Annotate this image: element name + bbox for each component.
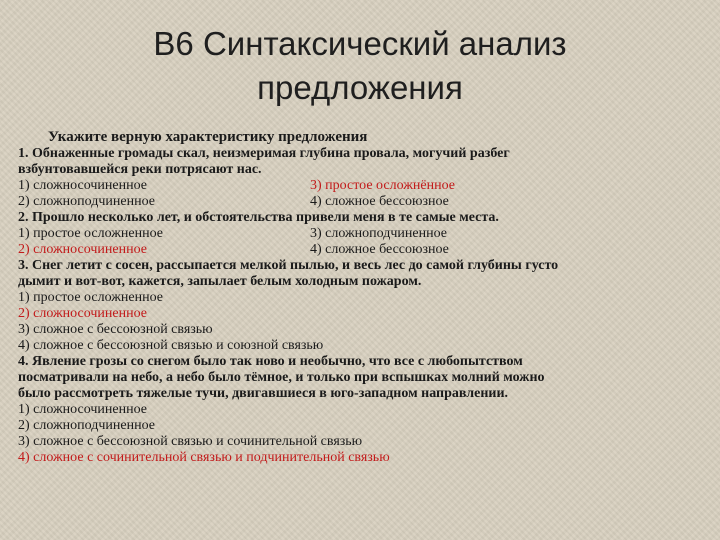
- question-1-line-1: 1. Обнаженные громады скал, неизмеримая глубина провала, могучий разбег: [18, 146, 510, 161]
- title-line-2: предложения: [257, 69, 463, 106]
- question-1-options-row-2: [18, 194, 708, 210]
- question-4-line-1: 4. Явление грозы со снегом было так ново и необычно, что все с любопытством: [18, 354, 523, 369]
- option: 4) сложное бессоюзное: [310, 242, 449, 257]
- option: 3) сложное с бессоюзной связью: [18, 322, 213, 337]
- question-3-line-2: дымит и вот-вот, кажется, запылает белым холодным пожаром.: [18, 274, 422, 289]
- option: 3) сложное с бессоюзной связью и сочинительной связью: [18, 434, 363, 449]
- option: 1) простое осложненное: [18, 290, 163, 305]
- question-4-line-2: посматривали на небо, а небо было тёмное, и только при вспышках молний можно: [18, 370, 545, 385]
- question-2-line-1: 2. Прошло несколько лет, и обстоятельства привели меня в те самые места.: [18, 210, 499, 225]
- option: 2) сложносочиненное: [18, 242, 147, 257]
- option: 4) сложное с сочинительной связью и подчинительной связью: [18, 450, 390, 465]
- slide-title: [0, 22, 720, 110]
- option: 1) сложносочиненное: [18, 178, 147, 193]
- option: 2) сложносочиненное: [18, 306, 147, 321]
- question-1-options-row-1: [18, 178, 708, 194]
- option: 1) сложносочиненное: [18, 402, 147, 417]
- task-body: [18, 128, 708, 466]
- option: 2) сложноподчиненное: [18, 194, 155, 209]
- option: 4) сложное бессоюзное: [310, 194, 449, 209]
- option: 3) сложноподчиненное: [310, 226, 447, 241]
- question-1-line-2: взбунтовавшейся реки потрясают нас.: [18, 162, 262, 177]
- option: 1) простое осложненное: [18, 226, 163, 241]
- question-4-line-3: было рассмотреть тяжелые тучи, двигавшиеся в юго-западном направлении.: [18, 386, 509, 401]
- option: 4) сложное с бессоюзной связью и союзной связью: [18, 338, 324, 353]
- title-line-1: В6 Синтаксический анализ: [153, 25, 567, 62]
- option: 2) сложноподчиненное: [18, 418, 155, 433]
- question-2-options-row-2: [18, 242, 708, 258]
- instruction: Укажите верную характеристику предложения: [48, 129, 368, 145]
- question-2-options-row-1: [18, 226, 708, 242]
- question-3-line-1: 3. Снег летит с сосен, рассыпается мелкой пылью, и весь лес до самой глубины густо: [18, 258, 559, 273]
- option: 3) простое осложнённое: [310, 178, 455, 193]
